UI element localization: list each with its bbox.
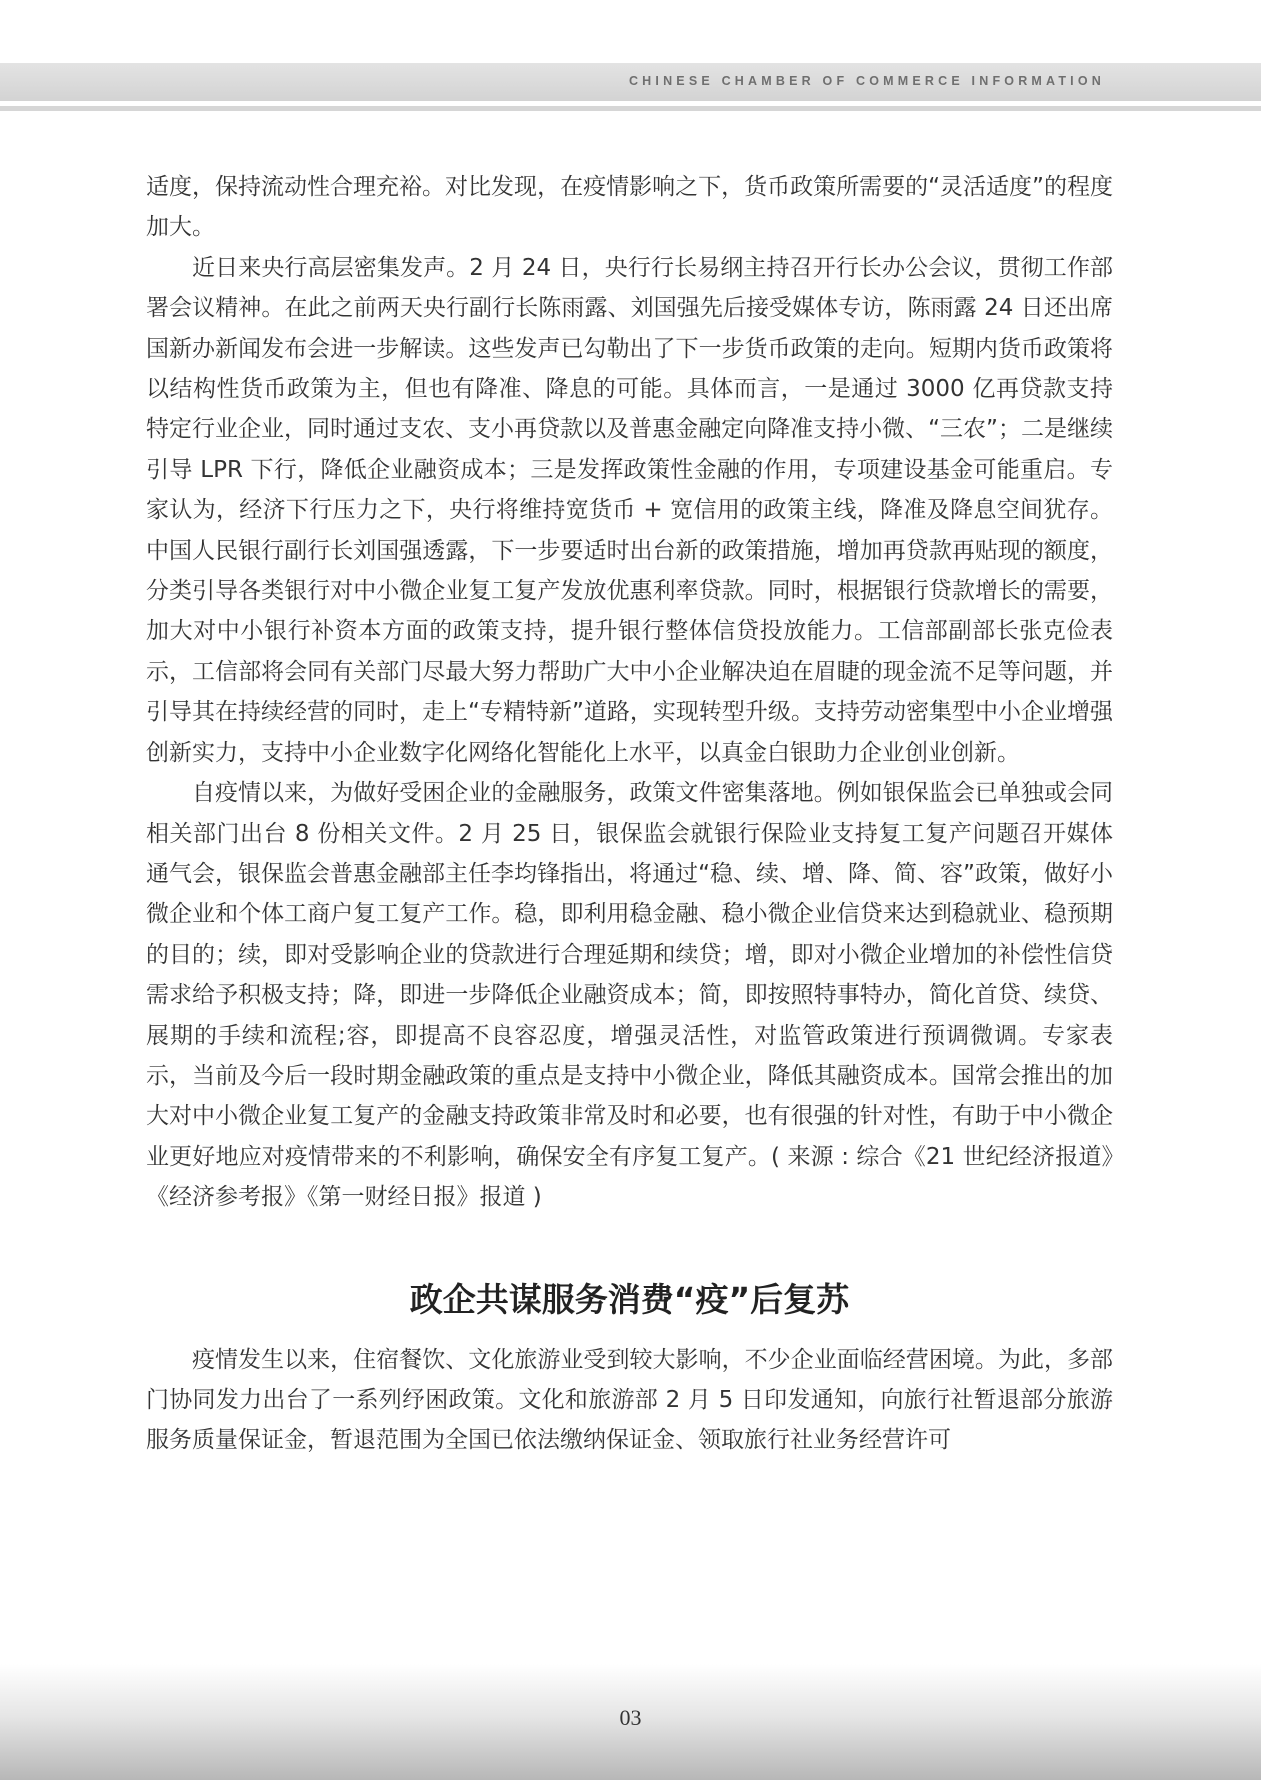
running-header-title: CHINESE CHAMBER OF COMMERCE INFORMATION [628, 74, 1105, 88]
paragraph-financial-services: 自疫情以来，为做好受困企业的金融服务，政策文件密集落地。例如银保监会已单独或会同相关部门出台 8 份相关文件。2 月 25 日，银保监会就银行保险业支持复工复产问题召开媒体通气会，银保监会普惠金融部主任李均锋指出，将通过“稳、续、增、降、简、容”政策，做好小微企业和个体工商户复工复产工作。稳，即利用稳金融、稳小微企业信贷来达到稳就业、稳预期的目的；续，即对受影响企业的贷款进行合理延期和续贷；增，即对小微企业增加的补偿性信贷需求给予积极支持；降，即进一步降低企业融资成本；简，即按照特事特办，简化首贷、续贷、展期的手续和流程;容，即提高不良容忍度，增强灵活性，对监管政策进行预调微调。专家表示，当前及今后一段时期金融政策的重点是支持中小微企业，降低其融资成本。国常会推出的加大对中小微企业复工复产的金融支持政策非常及时和必要，也有很强的针对性，有助于中小微企业更好地应对疫情带来的不利影响，确保安全有序复工复产。( 来源 : 综合《21 世纪经济报道》《经济参考报》《第一财经日报》报道 ) [146, 780, 1113, 1211]
paragraph-continuation: 适度，保持流动性合理充裕。对比发现，在疫情影响之下，货币政策所需要的“灵活适度”的程度加大。 [146, 174, 1113, 241]
section-title: 政企共谋服务消费“疫”后复苏 [409, 1279, 850, 1319]
header-divider [0, 106, 1261, 111]
article-body [146, 167, 1113, 1461]
paragraph-central-bank: 近日来央行高层密集发声。2 月 24 日，央行行长易纲主持召开行长办公会议，贯彻工作部署会议精神。在此之前两天央行副行长陈雨露、刘国强先后接受媒体专访，陈雨露 24 日还出席国新办新闻发布会进一步解读。这些发声已勾勒出了下一步货币政策的走向。短期内货币政策将以结构性货币政策为主，但也有降准、降息的可能。具体而言，一是通过 3000 亿再贷款支持特定行业企业，同时通过支农、支小再贷款以及普惠金融定向降准支持小微、“三农”；二是继续引导 LPR 下行，降低企业融资成本；三是发挥政策性金融的作用，专项建设基金可能重启。专家认为，经济下行压力之下，央行将维持宽货币 + 宽信用的政策主线，降准及降息空间犹存。中国人民银行副行长刘国强透露，下一步要适时出台新的政策措施，增加再贷款再贴现的额度，分类引导各类银行对中小微企业复工复产发放优惠利率贷款。同时，根据银行贷款增长的需要，加大对中小银行补资本方面的政策支持，提升银行整体信贷投放能力。工信部副部长张克俭表示，工信部将会同有关部门尽最大努力帮助广大中小企业解决迫在眉睫的现金流不足等问题，并引导其在持续经营的同时，走上“专精特新”道路，实现转型升级。支持劳动密集型中小企业增强创新实力，支持中小企业数字化网络化智能化上水平，以真金白银助力企业创业创新。 [146, 254, 1113, 766]
page-number: 03 [619, 1705, 642, 1730]
paragraph-services-consumption: 疫情发生以来，住宿餐饮、文化旅游业受到较大影响，不少企业面临经营困境。为此，多部门协同发力出台了一系列纾困政策。文化和旅游部 2 月 5 日印发通知，向旅行社暂退部分旅游服务质量保证金，暂退范围为全国已依法缴纳保证金、领取旅行社业务经营许可 [146, 1346, 1113, 1454]
